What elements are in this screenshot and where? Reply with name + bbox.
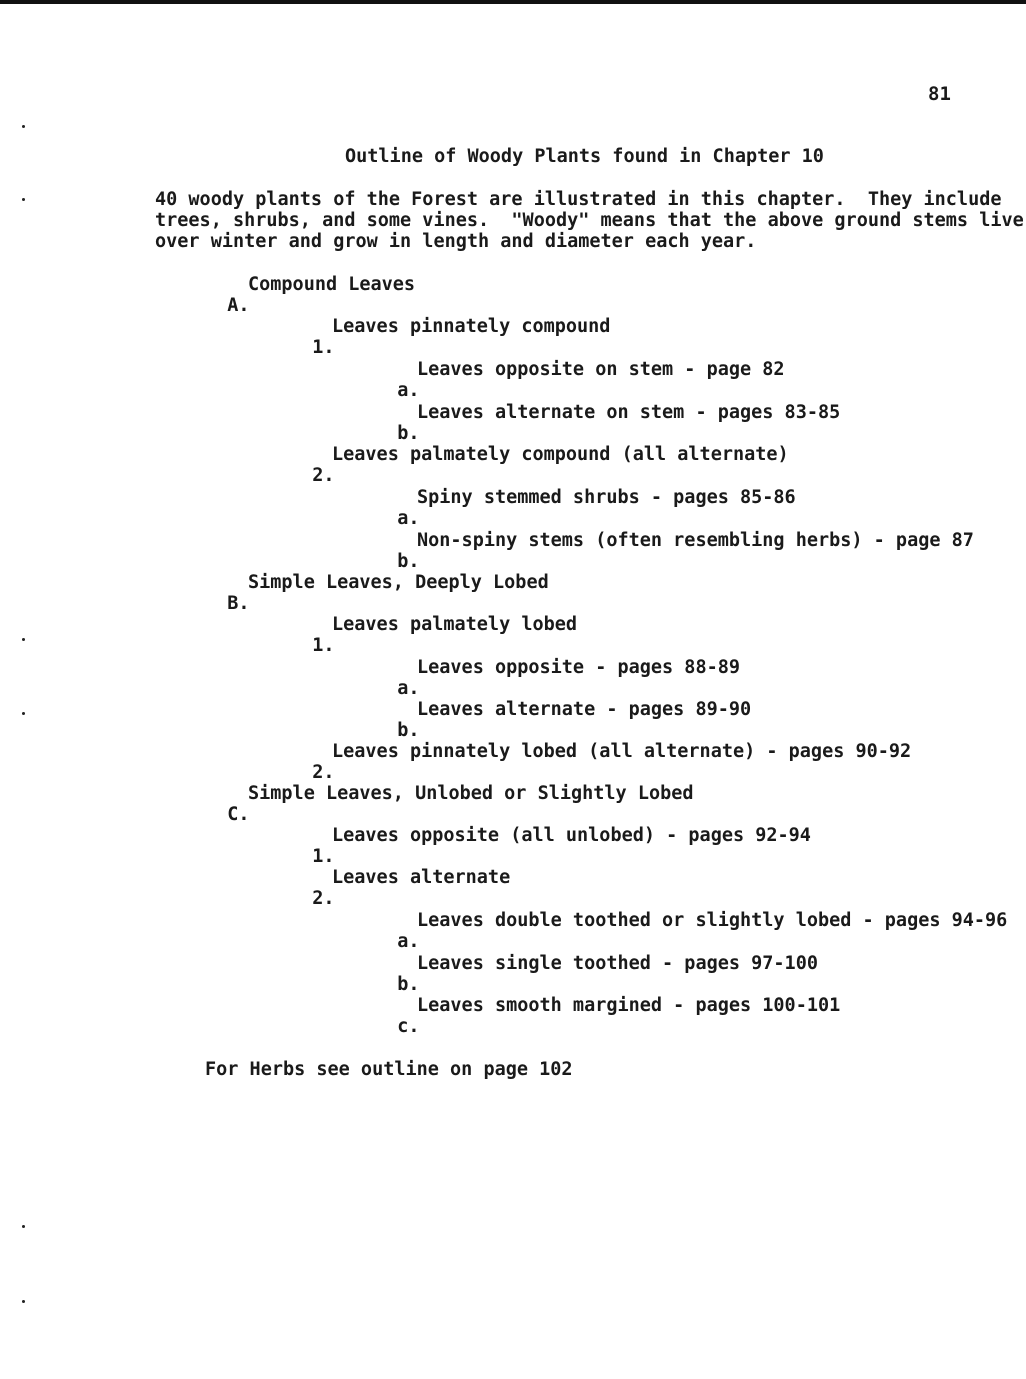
outline-item-a-1-a: a. Leaves opposite on stem - page 82 [397,359,785,401]
outline-item-b-1-a: a. Leaves opposite - pages 88-89 [397,657,741,699]
page-title: Outline of Woody Plants found in Chapter 10 [345,146,824,167]
outline-item-c-2-c: c. Leaves smooth margined - pages 100-101 [397,995,841,1037]
scan-speck [22,125,25,128]
outline-item-b-2: 2. Leaves pinnately lobed (all alternate) - pages 90-92 [312,741,912,783]
outline-text: Leaves pinnately compound [332,316,611,337]
scan-speck [22,1300,25,1303]
outline-item-c-2-b: b. Leaves single toothed - pages 97-100 [397,953,818,995]
intro-paragraph [155,189,1024,252]
outline-text: Leaves palmately lobed [332,614,578,635]
outline-item-c-1: 1. Leaves opposite (all unlobed) - pages 92-94 [312,825,811,867]
outline-item-b-1-b: b. Leaves alternate - pages 89-90 [397,699,752,741]
outline-text: Leaves pinnately lobed (all alternate) - pages 90-92 [332,741,912,762]
scan-speck [22,1225,25,1228]
outline-item-c: C. Simple Leaves, Unlobed or Slightly Lobed [227,783,694,825]
scan-speck [22,638,25,641]
scan-speck [22,712,25,715]
outline-text: Leaves palmately compound (all alternate) [332,444,789,465]
scan-speck [22,198,25,201]
outline-item-a-1: 1. Leaves pinnately compound [312,316,611,358]
outline-text: Leaves opposite - pages 88-89 [417,657,741,678]
outline-text: Leaves double toothed or slightly lobed - pages 94-96 [417,910,1008,931]
outline-item-b-1: 1. Leaves palmately lobed [312,614,578,656]
outline-item-a-2: 2. Leaves palmately compound (all alternate) [312,444,789,486]
outline-text: Compound Leaves [248,274,416,295]
intro-line: trees, shrubs, and some vines. "Woody" means that the above ground stems live [155,210,1024,231]
outline-item-a-2-a: a. Spiny stemmed shrubs - pages 85-86 [397,487,796,529]
outline-text: Leaves alternate on stem - pages 83-85 [417,402,841,423]
outline-text: Leaves alternate - pages 89-90 [417,699,752,720]
page-number: 81 [928,83,951,105]
outline-item-b: B. Simple Leaves, Deeply Lobed [227,572,549,614]
outline-text: Simple Leaves, Deeply Lobed [248,572,549,593]
outline-text: Non-spiny stems (often resembling herbs) - page 87 [417,530,974,551]
outline-text: Leaves single toothed - pages 97-100 [417,953,818,974]
outline-item-a-2-b: b. Non-spiny stems (often resembling herbs) - page 87 [397,530,974,572]
outline-text: Leaves opposite (all unlobed) - pages 92-94 [332,825,811,846]
intro-line: 40 woody plants of the Forest are illustrated in this chapter. They include [155,189,1002,210]
intro-line: over winter and grow in length and diameter each year. [155,231,757,252]
outline-item-a-1-b: b. Leaves alternate on stem - pages 83-85 [397,402,841,444]
outline-item-a: A. Compound Leaves [227,274,416,316]
outline-text: Leaves alternate [332,867,511,888]
outline-item-c-2-a: a. Leaves double toothed or slightly lobed - pages 94-96 [397,910,1008,952]
page-top-edge [0,0,1026,4]
outline-text: Spiny stemmed shrubs - pages 85-86 [417,487,796,508]
footer-note: For Herbs see outline on page 102 [205,1059,573,1080]
outline-text: Leaves smooth margined - pages 100-101 [417,995,841,1016]
outline-item-c-2: 2. Leaves alternate [312,867,511,909]
outline-text: Leaves opposite on stem - page 82 [417,359,785,380]
outline-text: Simple Leaves, Unlobed or Slightly Lobed [248,783,694,804]
